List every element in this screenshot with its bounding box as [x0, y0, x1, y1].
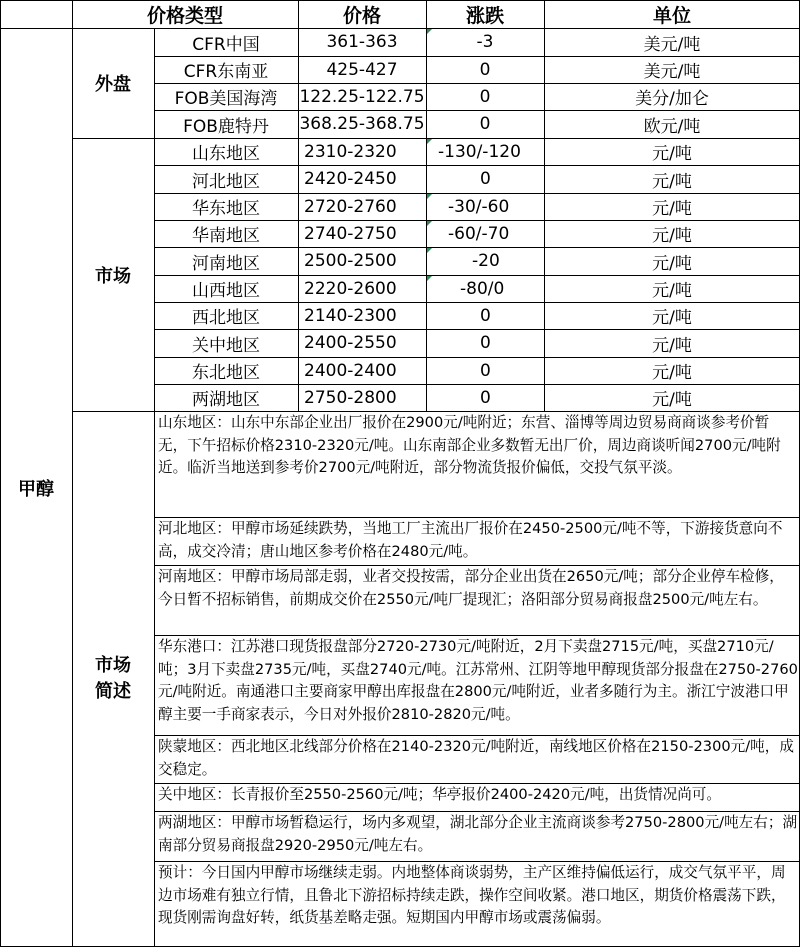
header-price-type: 价格类型 [146, 4, 223, 27]
column-divider [426, 0, 427, 411]
row-change: 0 [480, 360, 491, 381]
row-name: FOB鹿特丹 [183, 116, 269, 137]
row-name: 东北地区 [192, 363, 260, 383]
row-unit: 元/吨 [652, 390, 692, 410]
summary-text: 西北地区北线部分价格在2140-2320元/吨附近，南线地区价格在2150-2300元/吨，成交稳定。 [158, 738, 794, 778]
row-price: 2310-2320 [304, 141, 397, 162]
row-name: 关中地区 [192, 335, 260, 356]
row-name: 山东地区 [192, 144, 260, 164]
row-divider [154, 384, 800, 385]
summary-text: 江苏港口现货报盘部分2720-2730元/吨附近，2月下卖盘2715元/吨，买盘2710元/吨；3月下卖盘2735元/吨，买盘2740元/吨。江苏常州、江阴等地甲醇现货部分报盘在2750-2760元/吨附近。南通港口主要商家甲醇出库报盘在2800元/吨附近，业者多随行为主。浙江宁波港口甲醇主要一手商家表示，今日对外报价2810-2820元/吨。 [158, 638, 798, 723]
summary-text: 今日国内甲醇市场继续走弱。内地整体商谈弱势，主产区维持偏低运行，成交气氛平平，周边市场难有独立行情，且鲁北下游招标持续走跌，操作空间收紧。港口地区，期货价格震荡下跌，现货刚需询盘好转，纸货基差略走强。短期国内甲醇市场或震荡偏弱。 [158, 864, 786, 926]
row-price: 122.25-122.75 [299, 86, 425, 107]
column-divider [72, 0, 73, 947]
row-divider [154, 329, 800, 330]
row-unit: 美元/吨 [643, 62, 701, 82]
group-divider [72, 411, 800, 412]
row-price: 2220-2600 [304, 278, 397, 299]
product-label: 甲醇 [18, 478, 54, 500]
row-change: 0 [480, 387, 491, 408]
summary-label: 关中地区： [158, 786, 231, 803]
row-price: 2400-2400 [304, 360, 397, 381]
column-divider [298, 0, 299, 411]
row-name: 河北地区 [192, 171, 260, 192]
row-name: 两湖地区 [192, 390, 260, 410]
row-divider [154, 302, 800, 303]
summary-text: 甲醇市场局部走弱，业者交投按需，部分企业出货在2650元/吨；部分企业停车检修，今日暂不招标销售，前期成交价在2550元/吨厂提现汇；洛阳部分贸易商报盘2500元/吨左右。 [158, 568, 784, 608]
row-price: 368.25-368.75 [299, 114, 425, 134]
row-price: 2750-2800 [304, 387, 397, 408]
row-divider [154, 56, 800, 57]
row-unit: 欧元/吨 [643, 116, 701, 137]
row-unit: 元/吨 [652, 308, 692, 328]
summary-divider [154, 635, 800, 636]
row-divider [154, 110, 800, 111]
row-unit: 元/吨 [652, 253, 692, 274]
cell-marker-icon [427, 248, 432, 253]
summary-divider [154, 811, 800, 812]
header-unit: 单位 [652, 4, 691, 27]
summary-divider [154, 517, 800, 518]
group-divider [72, 138, 800, 139]
row-name: 西北地区 [192, 308, 260, 328]
row-unit: 元/吨 [652, 281, 692, 301]
cell-marker-icon [427, 221, 432, 226]
summary-text: 山东中东部企业出厂报价在2900元/吨附近；东营、淄博等周边贸易商商谈参考价暂无，下午招标价格2310-2320元/吨。山东南部企业多数暂无出厂价，周边商谈听闻2700元/吨附近。临沂当地送到参考价2700元/吨附近，部分物流货报价偏低，交投气氛平淡。 [158, 414, 781, 476]
row-change: -60/-70 [448, 223, 510, 244]
row-change: -3 [476, 32, 494, 52]
header-price: 价格 [342, 4, 381, 27]
row-name: FOB美国海湾 [174, 89, 278, 109]
row-unit: 美元/吨 [643, 34, 701, 55]
cell-marker-icon [427, 276, 432, 281]
column-divider [544, 0, 545, 411]
summary-label: 陕蒙地区： [158, 738, 231, 755]
row-divider [154, 165, 800, 166]
summary-divider [154, 565, 800, 566]
cell-marker-icon [427, 29, 432, 34]
summary-text: 长青报价至2550-2560元/吨；华亭报价2400-2420元/吨，出货情况尚可。 [230, 786, 721, 803]
group-summary-line1: 市场 [95, 655, 131, 676]
row-change: 0 [480, 169, 491, 189]
cell-marker-icon [427, 194, 432, 199]
summary-label: 山东地区： [158, 414, 231, 431]
row-change: 0 [480, 305, 491, 326]
row-unit: 元/吨 [652, 226, 692, 246]
summary-text: 甲醇市场暂稳运行，场内多观望，湖北部分企业主流商谈参考2750-2800元/吨左右；湖南部分贸易商报盘2920-2950元/吨左右。 [158, 814, 798, 854]
summary-divider [154, 735, 800, 736]
row-divider [154, 357, 800, 358]
row-divider [154, 220, 800, 221]
summary-label: 华东港口： [158, 638, 231, 655]
row-name: CFR中国 [192, 34, 260, 55]
row-change: 0 [479, 59, 491, 80]
row-change: -20 [472, 251, 500, 271]
row-price: 425-427 [326, 59, 398, 80]
row-divider [154, 247, 800, 248]
row-unit: 元/吨 [652, 171, 692, 192]
row-divider [154, 275, 800, 276]
row-price: 2740-2750 [304, 223, 397, 244]
row-unit: 美分/加仑 [635, 89, 709, 109]
row-price: 2400-2550 [304, 333, 397, 353]
row-unit: 元/吨 [652, 335, 692, 356]
summary-text: 甲醇市场延续跌势，当地工厂主流出厂报价在2450-2500元/吨不等，下游接货意向不高，成交冷清；唐山地区参考价格在2480元/吨。 [158, 520, 783, 560]
summary-label: 预计： [158, 864, 202, 881]
row-unit: 元/吨 [652, 144, 692, 164]
row-name: CFR东南亚 [183, 62, 269, 82]
row-price: 2500-2500 [304, 251, 397, 271]
summary-divider [154, 861, 800, 862]
row-price: 2140-2300 [304, 305, 397, 326]
row-change: 0 [480, 333, 491, 353]
row-unit: 元/吨 [652, 199, 692, 219]
header-change: 涨跌 [465, 4, 504, 27]
row-price: 2720-2760 [304, 196, 397, 217]
row-name: 山西地区 [192, 281, 260, 301]
group-market-label: 市场 [95, 265, 131, 287]
row-name: 华东地区 [192, 199, 260, 219]
row-change: 0 [479, 86, 491, 107]
row-change: -130/-120 [438, 141, 521, 162]
summary-divider [154, 783, 800, 784]
row-price: 361-363 [326, 32, 398, 52]
group-outer-label: 外盘 [95, 74, 131, 95]
cell-marker-icon [427, 139, 432, 144]
group-summary-line2: 简述 [95, 681, 131, 702]
row-name: 河南地区 [192, 253, 260, 274]
row-divider [154, 83, 800, 84]
row-price: 2420-2450 [304, 169, 397, 189]
row-name: 华南地区 [192, 226, 260, 246]
summary-label: 河北地区： [158, 520, 231, 537]
row-change: 0 [479, 114, 491, 134]
summary-label: 河南地区： [158, 568, 231, 585]
row-divider [154, 193, 800, 194]
header-divider [0, 28, 800, 29]
summary-label: 两湖地区： [158, 814, 231, 831]
row-change: -30/-60 [448, 196, 510, 217]
row-unit: 元/吨 [652, 363, 692, 383]
row-change: -80/0 [460, 278, 505, 299]
